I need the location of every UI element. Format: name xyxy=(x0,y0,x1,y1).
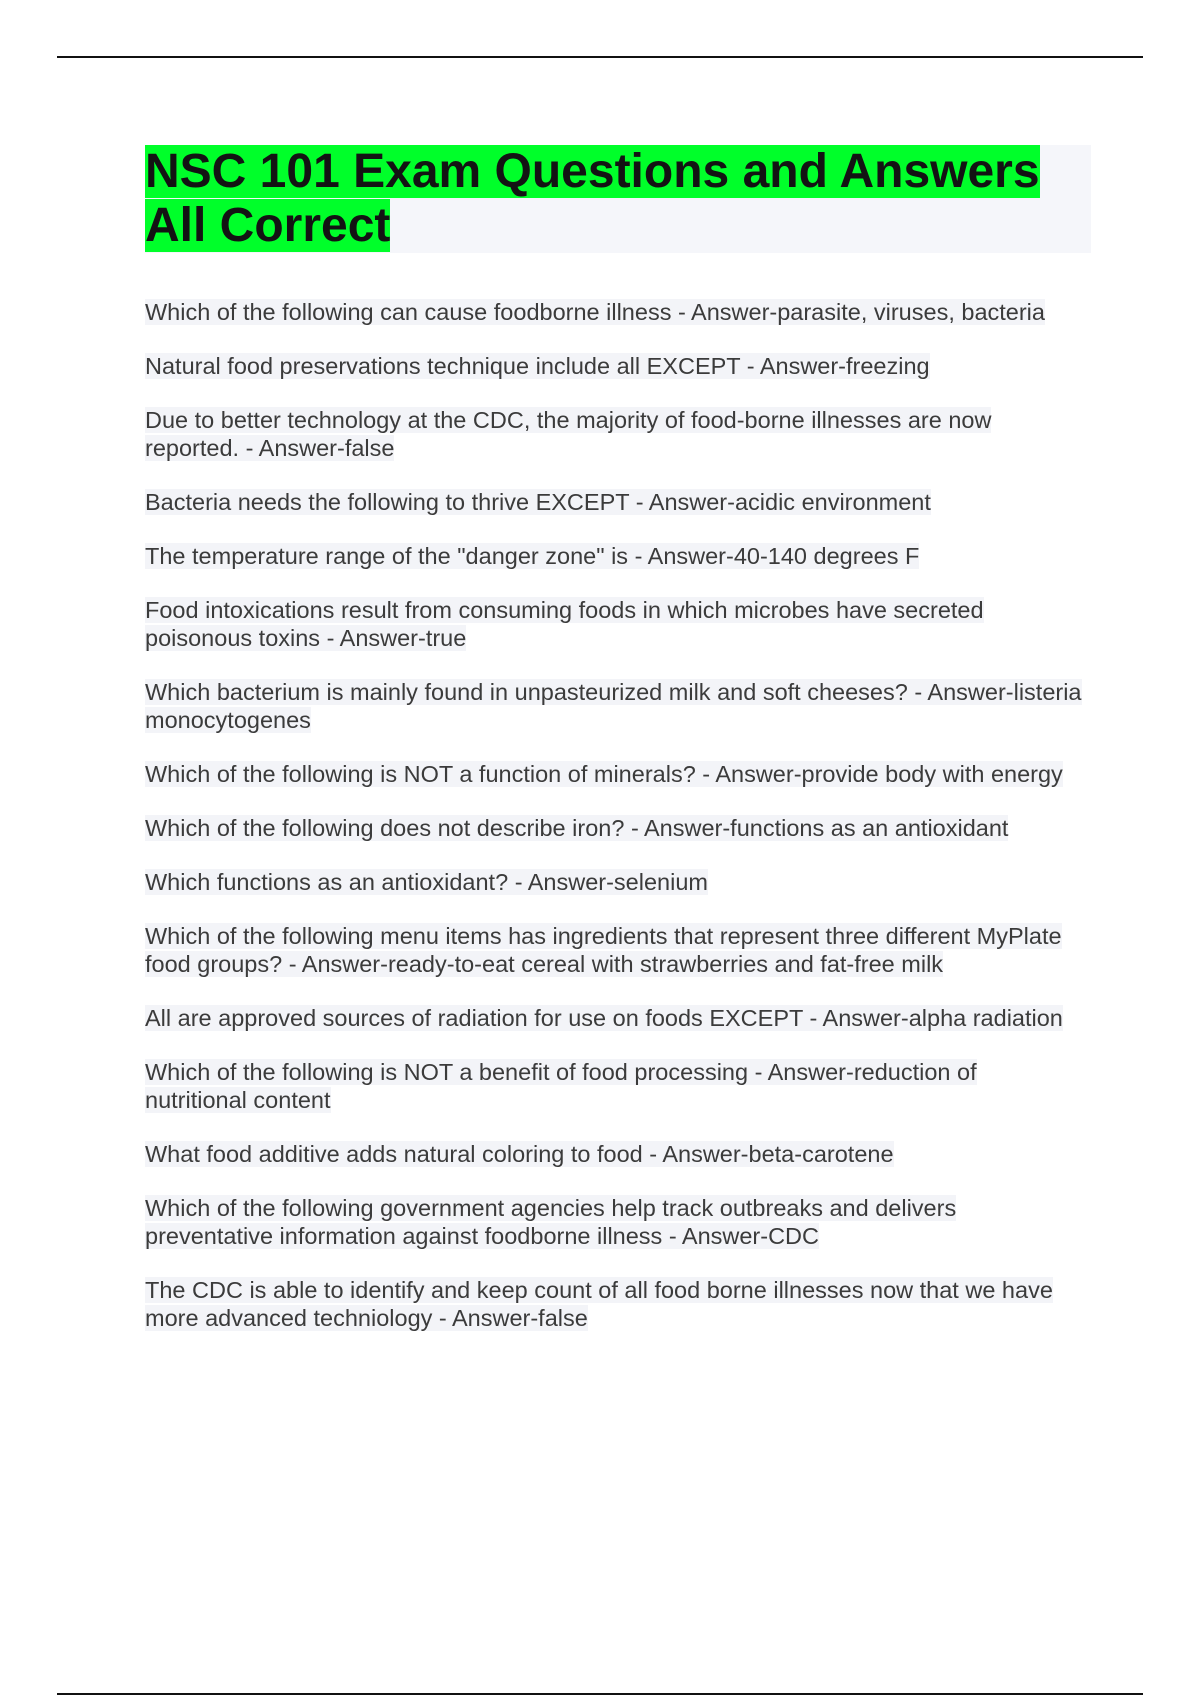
qa-item xyxy=(145,596,1085,652)
qa-item xyxy=(145,1140,1085,1168)
qa-text: Which of the following is NOT a benefit of food processing - Answer-reduction of nutritional content xyxy=(145,1059,977,1113)
qa-text: Which of the following menu items has ingredients that represent three different MyPlate food groups? - Answer-ready-to-eat cereal with strawberries and fat-free milk xyxy=(145,923,1062,977)
qa-text: The temperature range of the "danger zone" is - Answer-40-140 degrees F xyxy=(145,543,920,569)
qa-item xyxy=(145,678,1085,734)
header-rule xyxy=(57,56,1143,58)
qa-text: Bacteria needs the following to thrive EXCEPT - Answer-acidic environment xyxy=(145,489,931,515)
qa-text: Due to better technology at the CDC, the majority of food-borne illnesses are now reported. - Answer-false xyxy=(145,407,992,461)
qa-list xyxy=(145,298,1085,1358)
qa-text: Natural food preservations technique include all EXCEPT - Answer-freezing xyxy=(145,353,930,379)
footer-rule xyxy=(57,1693,1143,1695)
qa-item xyxy=(145,1058,1085,1114)
qa-text: Which bacterium is mainly found in unpasteurized milk and soft cheeses? - Answer-listeria monocytogenes xyxy=(145,679,1082,733)
qa-text: Food intoxications result from consuming foods in which microbes have secreted poisonous toxins - Answer-true xyxy=(145,597,984,651)
qa-item xyxy=(145,1276,1085,1332)
qa-text: Which functions as an antioxidant? - Answer-selenium xyxy=(145,869,708,895)
qa-text: Which of the following government agencies help track outbreaks and delivers preventative information against foodborne illness - Answer-CDC xyxy=(145,1195,957,1249)
qa-item xyxy=(145,488,1085,516)
qa-item xyxy=(145,298,1085,326)
qa-item xyxy=(145,922,1085,978)
qa-item xyxy=(145,352,1085,380)
qa-item xyxy=(145,868,1085,896)
qa-item xyxy=(145,406,1085,462)
qa-text: Which of the following can cause foodborne illness - Answer-parasite, viruses, bacteria xyxy=(145,299,1045,325)
qa-text: The CDC is able to identify and keep count of all food borne illnesses now that we have more advanced techniology - Answer-false xyxy=(145,1277,1053,1331)
qa-item xyxy=(145,1194,1085,1250)
qa-item xyxy=(145,814,1085,842)
qa-item xyxy=(145,542,1085,570)
qa-item xyxy=(145,760,1085,788)
qa-text: What food additive adds natural coloring to food - Answer-beta-carotene xyxy=(145,1141,894,1167)
qa-text: Which of the following does not describe iron? - Answer-functions as an antioxidant xyxy=(145,815,1009,841)
qa-text: All are approved sources of radiation for use on foods EXCEPT - Answer-alpha radiation xyxy=(145,1005,1063,1031)
qa-item xyxy=(145,1004,1085,1032)
qa-text: Which of the following is NOT a function of minerals? - Answer-provide body with energy xyxy=(145,761,1063,787)
page-title: NSC 101 Exam Questions and Answers All Correct xyxy=(145,145,1040,252)
title-block xyxy=(145,145,1091,253)
